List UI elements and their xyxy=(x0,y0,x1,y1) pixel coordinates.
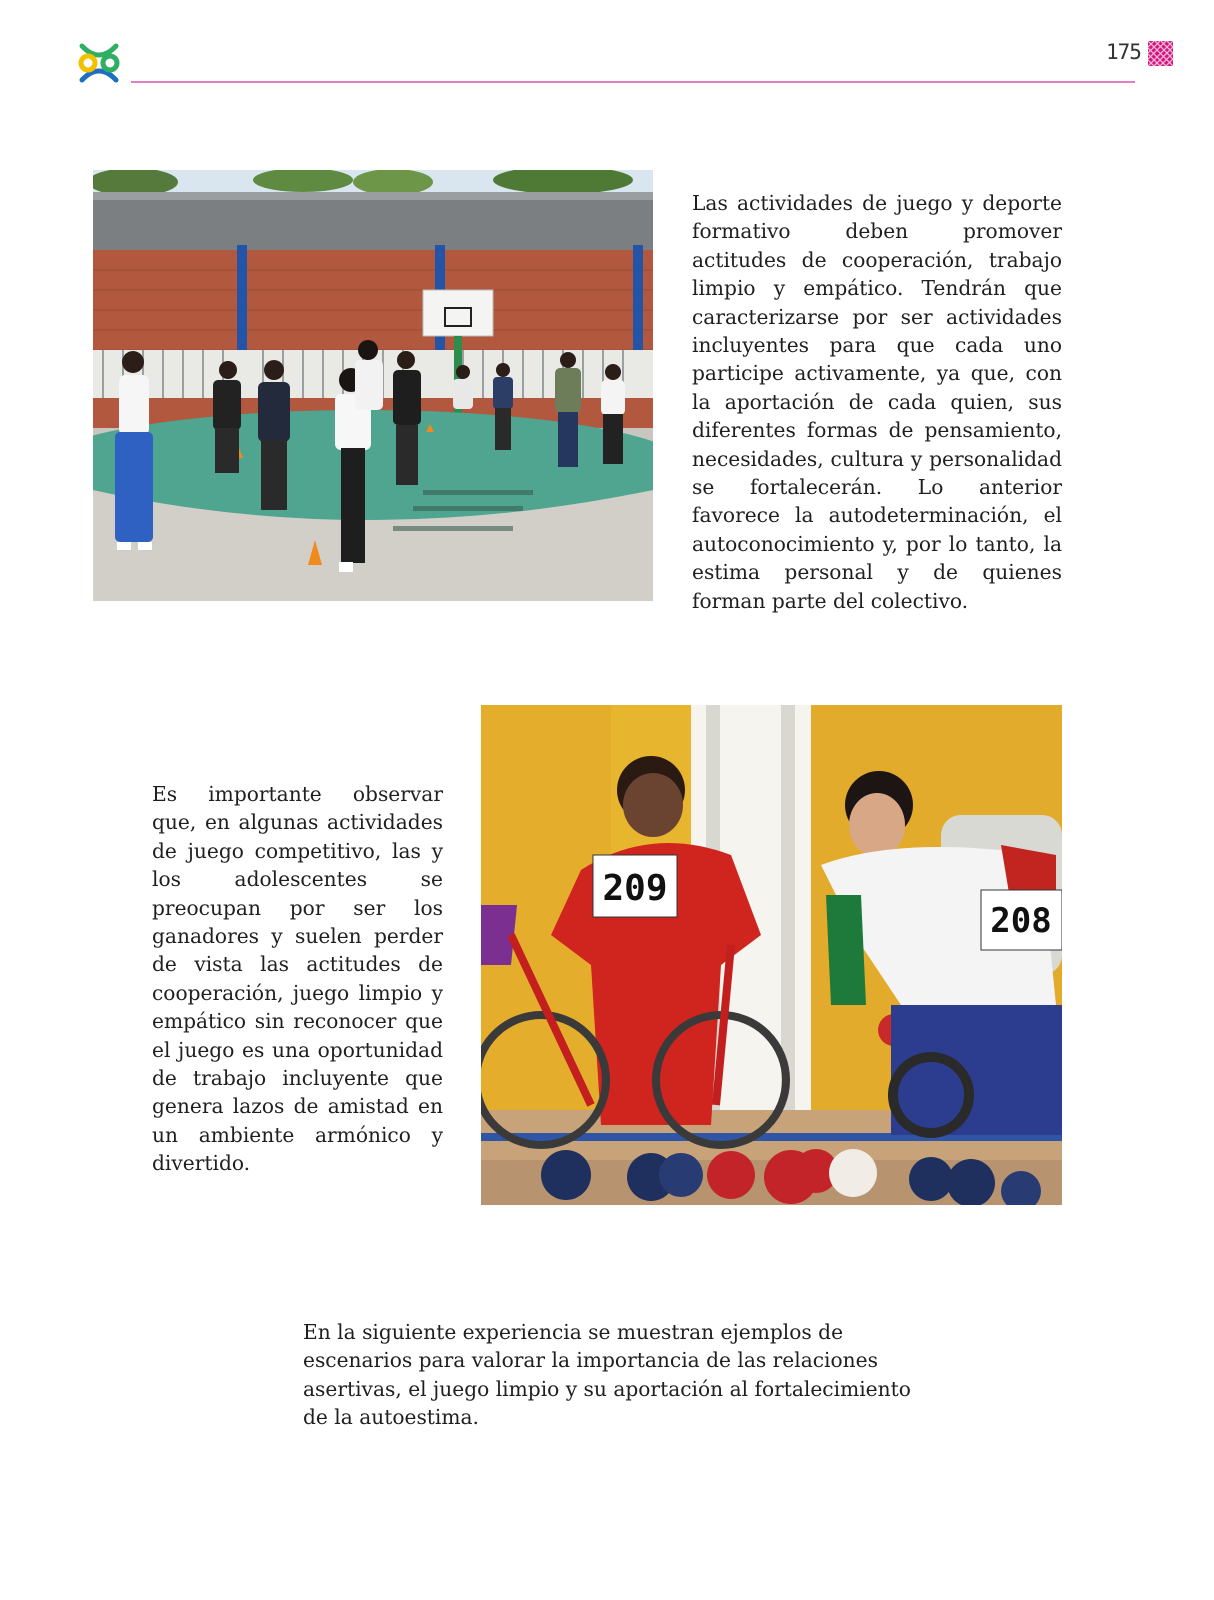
schoolyard-activity-photo xyxy=(93,170,653,601)
woven-pattern-icon xyxy=(1148,41,1173,66)
boccia-players-photo xyxy=(481,705,1062,1205)
paragraph-competitive-play: Es importante observar que, en algunas actividades de juego competitivo, las y los adolescentes se preocupan por ser los ganadores y suelen perder de vista las actitudes de cooperación, juego limpio y empático sin reconocer que el juego es una oportunidad de trabajo incluyente que genera lazos de amistad en un ambiente armónico y divertido. xyxy=(152,782,443,1176)
bib-number-209: 209 xyxy=(602,868,668,909)
collaboration-logo-icon xyxy=(76,40,122,86)
bib-number-208: 208 xyxy=(990,901,1052,941)
page-number: 175 xyxy=(1106,40,1141,64)
header-rule xyxy=(131,81,1135,83)
paragraph-inclusive-activities: Las actividades de juego y deporte formativo deben promover actitudes de cooperación, trabajo limpio y empático. Tendrán que caracterizarse por ser actividades incluyentes para que cada uno participe activamente, ya que, con la aportación de cada quien, sus diferentes formas de pensamiento, necesidades, cultura y personalidad se fortalecerán. Lo anterior favorece la autodeterminación, el autoconocimiento y, por lo tanto, la estima personal y de quienes forman parte del colectivo. xyxy=(692,191,1062,613)
paragraph-next-experience: En la siguiente experiencia se muestran ejemplos de escenarios para valorar la importancia de las relaciones asertivas, el juego limpio y su aportación al fortalecimiento de la autoestima. xyxy=(303,1320,911,1430)
